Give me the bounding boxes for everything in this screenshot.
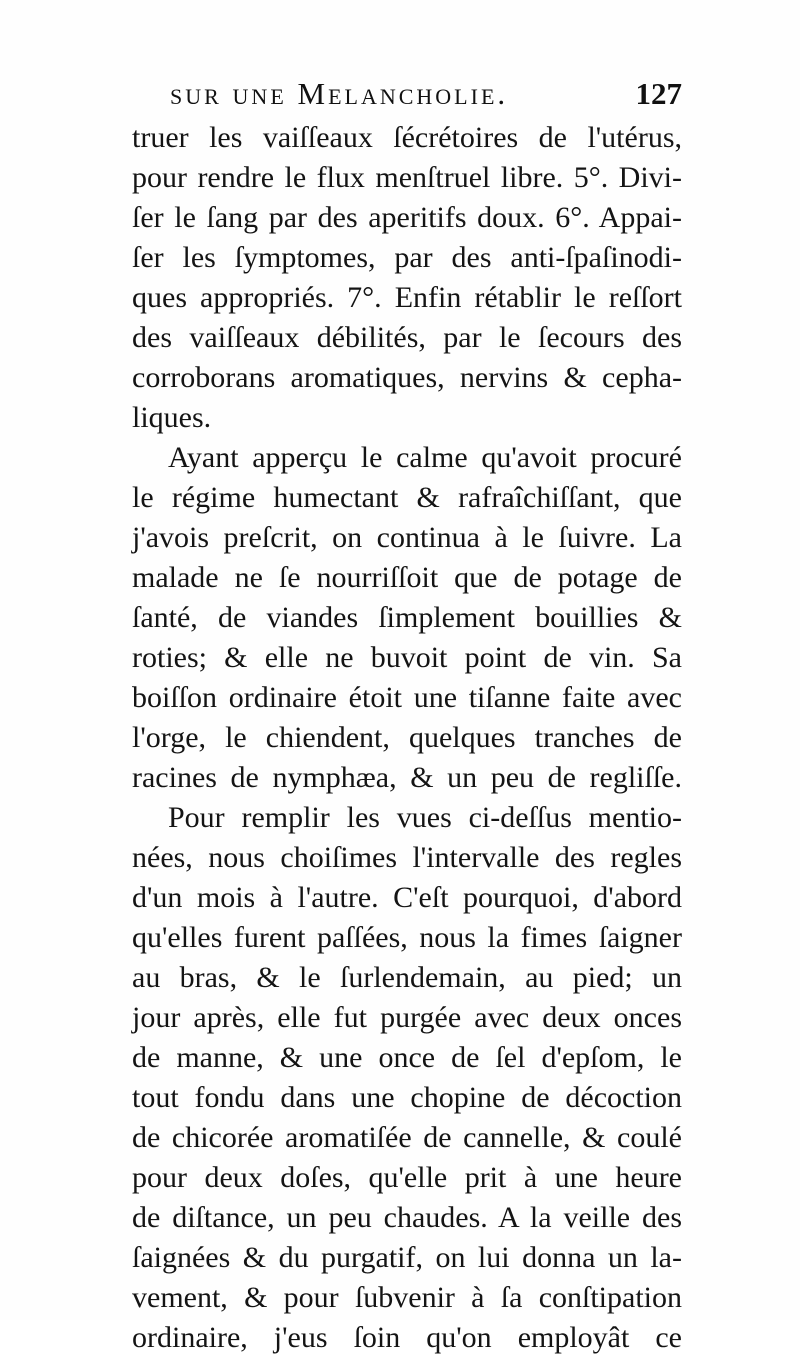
text-line: ſer les ſymptomes, par des anti-ſpaſinodi- xyxy=(132,241,682,274)
text-line: de diſtance, un peu chaudes. A la veille des xyxy=(132,1201,682,1234)
text-line: liques. xyxy=(132,401,212,434)
text-line: ſanté, de viandes ſimplement bouillies & xyxy=(132,601,682,634)
page-number: 127 xyxy=(635,76,682,111)
text-line: racines de nymphæa, & un peu de regliſſe. xyxy=(132,761,682,794)
text-line: roties; & elle ne buvoit point de vin. Sa xyxy=(132,641,682,674)
running-head xyxy=(170,76,682,116)
text-line: pour rendre le flux menſtruel libre. 5°. Divi- xyxy=(132,161,682,194)
text-line: j'avois preſcrit, on continua à le ſuivre. La xyxy=(132,521,682,554)
text-line: vement, & pour ſubvenir à ſa conſtipation xyxy=(132,1281,682,1314)
paragraph-start-line: Pour remplir les vues ci-deſſus mentio- xyxy=(168,801,682,834)
text-line: malade ne ſe nourriſſoit que de potage de xyxy=(132,561,682,594)
text-line: jour après, elle fut purgée avec deux onces xyxy=(132,1001,682,1034)
text-line: qu'elles furent paſſées, nous la fimes ſaigner xyxy=(132,921,682,954)
text-line: ſaignées & du purgatif, on lui donna un la- xyxy=(132,1241,682,1274)
paragraph-start-line: Ayant apperçu le calme qu'avoit procuré xyxy=(168,441,682,474)
text-line: ordinaire, j'eus ſoin qu'on employât ce xyxy=(132,1321,682,1354)
text-line: des vaiſſeaux débilités, par le ſecours des xyxy=(132,321,682,354)
text-line: ques appropriés. 7°. Enfin rétablir le reſſort xyxy=(132,281,682,314)
text-line: tout fondu dans une chopine de décoction xyxy=(132,1081,682,1114)
text-line: ſer le ſang par des aperitifs doux. 6°. Appai- xyxy=(132,201,682,234)
text-line: au bras, & le ſurlendemain, au pied; un xyxy=(132,961,682,994)
text-line: corroborans aromatiques, nervins & cepha- xyxy=(132,361,682,394)
text-line: de chicorée aromatiſée de cannelle, & coulé xyxy=(132,1121,682,1154)
text-line: truer les vaiſſeaux ſécrétoires de l'utérus, xyxy=(132,121,682,154)
text-line: le régime humectant & rafraîchiſſant, que xyxy=(132,481,682,514)
running-title: sur une Melancholie. xyxy=(170,76,509,111)
text-line: boiſſon ordinaire étoit une tiſanne faite avec xyxy=(132,681,682,714)
text-line: nées, nous choiſimes l'intervalle des regles xyxy=(132,841,682,874)
text-line: pour deux doſes, qu'elle prit à une heure xyxy=(132,1161,682,1194)
text-line: d'un mois à l'autre. C'eſt pourquoi, d'abord xyxy=(132,881,682,914)
text-line: l'orge, le chiendent, quelques tranches de xyxy=(132,721,682,754)
text-line: de manne, & une once de ſel d'epſom, le xyxy=(132,1041,682,1074)
